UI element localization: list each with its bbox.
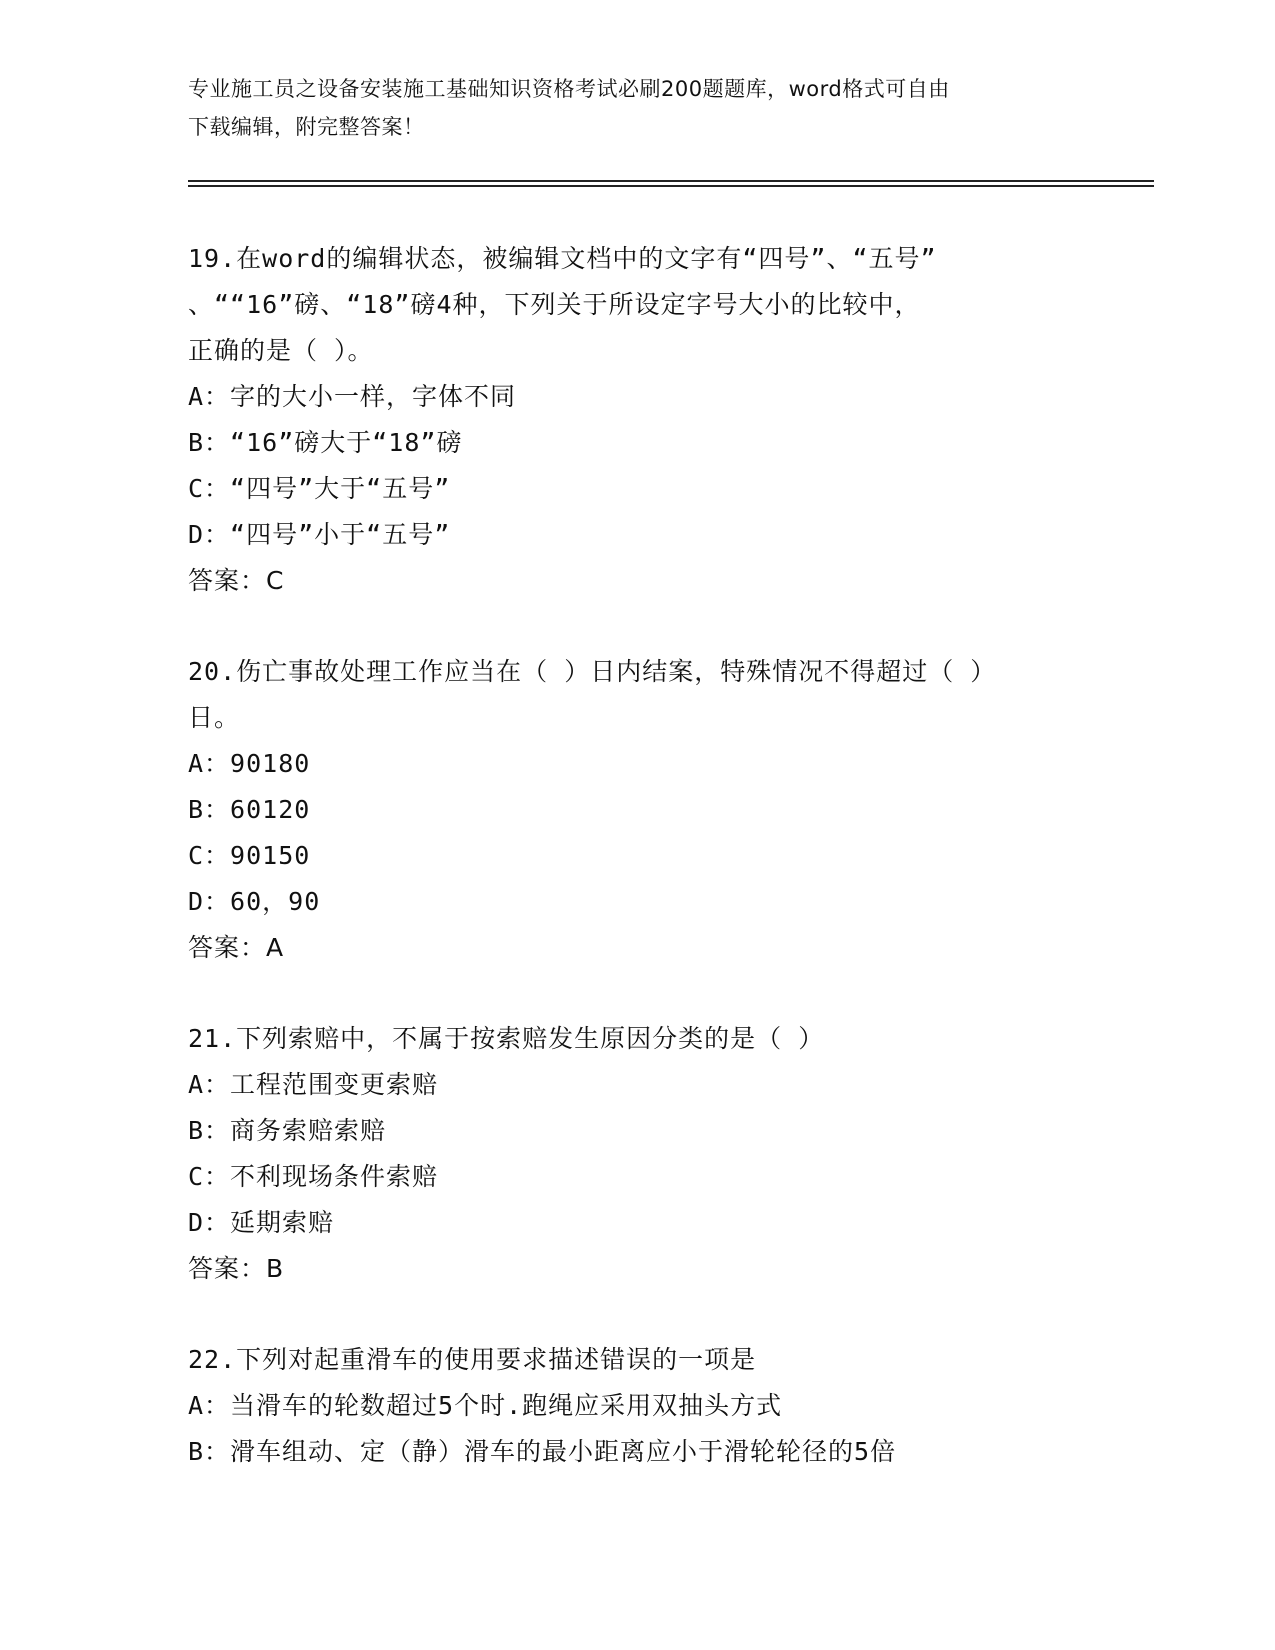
question-stem-line: 正确的是（ ）。 (188, 336, 374, 365)
question-list (188, 236, 1108, 1520)
option-a: A：工程范围变更索赔 (188, 1070, 439, 1099)
header-divider-top (188, 180, 1154, 182)
answer-line: 答案：A (188, 933, 285, 962)
question-stem-line: 20.伤亡事故处理工作应当在（ ）日内结案，特殊情况不得超过（ ） (188, 657, 997, 686)
option-d: D：“四号”小于“五号” (188, 520, 451, 549)
option-b: B：“16”磅大于“18”磅 (188, 428, 463, 457)
option-a: A：90180 (188, 749, 311, 778)
option-c: C：90150 (188, 841, 311, 870)
option-b: B：滑车组动、定（静）滑车的最小距离应小于滑轮轮径的5倍 (188, 1437, 897, 1466)
document-header (188, 70, 1088, 146)
question-stem-line: 22.下列对起重滑车的使用要求描述错误的一项是 (188, 1345, 757, 1374)
question-stem-line: 19.在word的编辑状态，被编辑文档中的文字有“四号”、“五号” (188, 244, 937, 273)
option-d: D：延期索赔 (188, 1208, 335, 1237)
option-c: C：不利现场条件索赔 (188, 1162, 439, 1191)
option-b: B：商务索赔索赔 (188, 1116, 387, 1145)
header-divider-bottom (188, 185, 1154, 187)
answer-line: 答案：C (188, 566, 285, 595)
header-line-2: 下载编辑，附完整答案！ (188, 115, 425, 139)
option-d: D：60，90 (188, 887, 321, 916)
option-a: A：字的大小一样，字体不同 (188, 382, 517, 411)
question-19 (188, 236, 1108, 604)
question-20 (188, 649, 1108, 971)
question-stem-line: 、““16”磅、“18”磅4种，下列关于所设定字号大小的比较中， (188, 290, 921, 319)
option-a: A：当滑车的轮数超过5个时.跑绳应采用双抽头方式 (188, 1391, 783, 1420)
answer-line: 答案：B (188, 1254, 285, 1283)
question-stem-line: 21.下列索赔中，不属于按索赔发生原因分类的是（ ） (188, 1024, 825, 1053)
question-21 (188, 1016, 1108, 1292)
option-b: B：60120 (188, 795, 311, 824)
question-stem-line: 日。 (188, 703, 241, 732)
question-22 (188, 1337, 1108, 1475)
header-line-1: 专业施工员之设备安装施工基础知识资格考试必刷200题题库，word格式可自由 (188, 77, 950, 101)
option-c: C：“四号”大于“五号” (188, 474, 451, 503)
